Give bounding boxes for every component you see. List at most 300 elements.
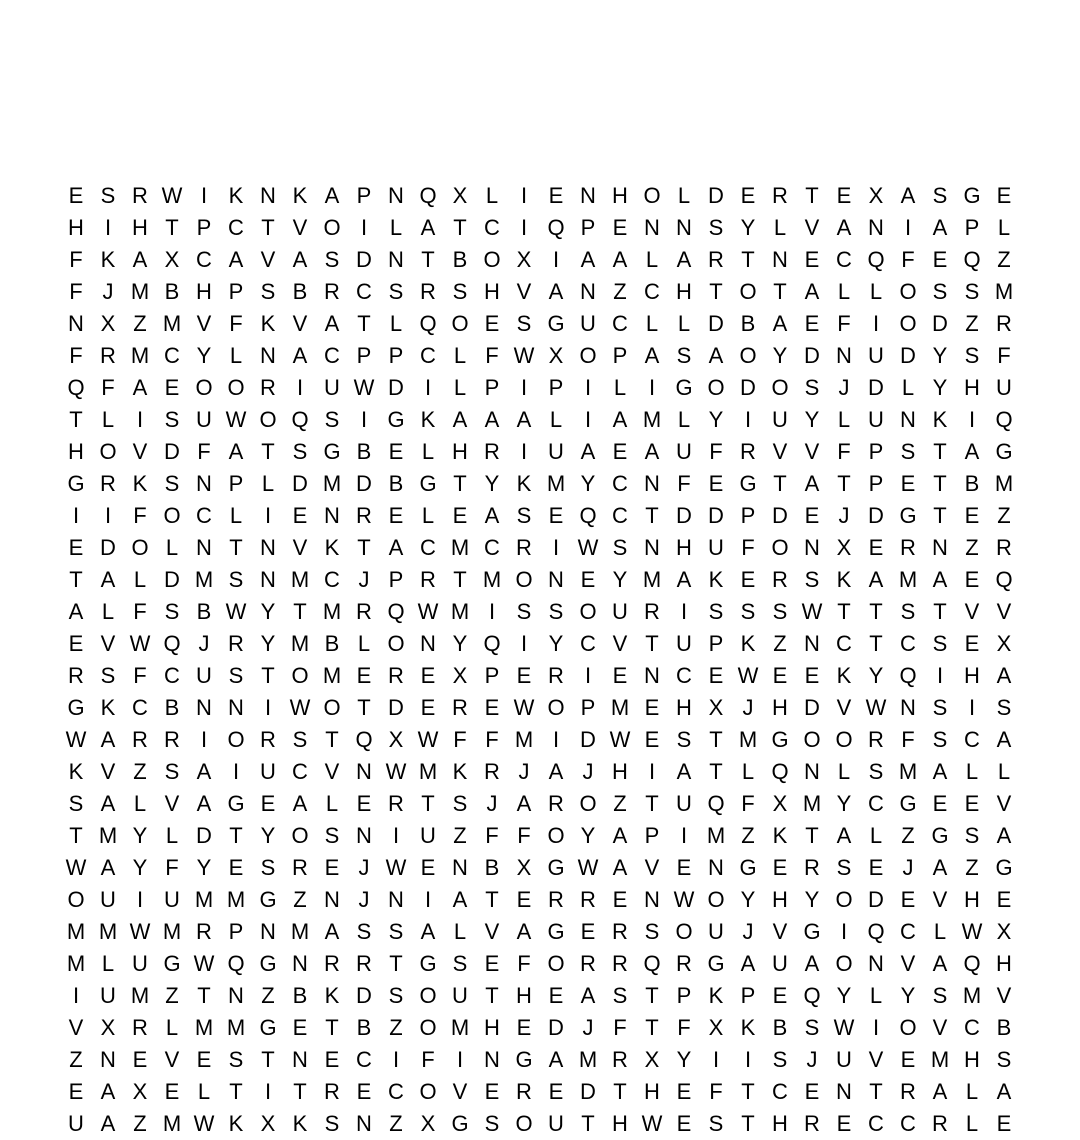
grid-letter[interactable]: G [771,727,789,752]
grid-letter[interactable]: A [516,407,532,432]
grid-letter[interactable]: O [835,951,853,976]
grid-letter[interactable]: O [547,951,565,976]
grid-letter[interactable]: N [356,759,372,784]
grid-letter[interactable]: M [130,983,150,1008]
grid-letter[interactable]: I [392,1047,400,1072]
grid-letter[interactable]: J [582,1015,594,1040]
grid-letter[interactable]: W [193,1111,215,1136]
grid-letter[interactable]: A [644,439,660,464]
grid-letter[interactable]: Q [899,663,917,688]
grid-letter[interactable]: O [323,695,341,720]
grid-letter[interactable]: U [676,791,692,816]
grid-letter[interactable]: E [356,663,372,688]
grid-letter[interactable]: O [259,407,277,432]
grid-letter[interactable]: Z [997,503,1011,528]
grid-letter[interactable]: Q [771,759,789,784]
grid-letter[interactable]: Q [67,375,85,400]
grid-letter[interactable]: M [98,919,118,944]
grid-letter[interactable]: Y [484,471,500,496]
grid-letter[interactable]: N [356,823,372,848]
grid-letter[interactable]: A [100,1111,116,1136]
grid-letter[interactable]: E [292,1015,308,1040]
grid-letter[interactable]: T [741,1079,755,1104]
grid-letter[interactable]: S [324,823,340,848]
grid-letter[interactable]: N [484,1047,500,1072]
grid-letter[interactable]: P [228,279,244,304]
grid-letter[interactable]: T [261,1047,275,1072]
grid-letter[interactable]: I [520,375,528,400]
grid-letter[interactable]: Q [867,247,885,272]
grid-letter[interactable]: B [196,599,212,624]
grid-letter[interactable]: R [228,631,244,656]
grid-letter[interactable]: F [485,343,499,368]
grid-letter[interactable]: U [100,887,116,912]
grid-letter[interactable]: I [520,439,528,464]
grid-letter[interactable]: T [229,535,243,560]
grid-letter[interactable]: X [260,1111,276,1136]
grid-letter[interactable]: O [163,503,181,528]
grid-letter[interactable]: I [584,407,592,432]
grid-letter[interactable]: E [804,503,820,528]
grid-letter[interactable]: C [292,759,308,784]
grid-letter[interactable]: O [131,535,149,560]
grid-letter[interactable]: I [872,1015,880,1040]
grid-letter[interactable]: R [580,887,596,912]
grid-letter[interactable]: X [452,663,468,688]
grid-letter[interactable]: G [547,919,565,944]
grid-letter[interactable]: R [196,919,212,944]
grid-letter[interactable]: A [132,247,148,272]
grid-letter[interactable]: T [69,567,83,592]
grid-letter[interactable]: J [358,855,370,880]
grid-letter[interactable]: N [644,663,660,688]
grid-letter[interactable]: A [100,567,116,592]
grid-letter[interactable]: E [516,663,532,688]
grid-letter[interactable]: G [547,855,565,880]
grid-letter[interactable]: E [932,791,948,816]
grid-letter[interactable]: A [452,887,468,912]
grid-letter[interactable]: A [740,951,756,976]
grid-letter[interactable]: W [641,1111,663,1136]
grid-letter[interactable]: R [388,663,404,688]
grid-letter[interactable]: S [996,1047,1012,1072]
grid-letter[interactable]: I [200,183,208,208]
grid-letter[interactable]: B [964,471,980,496]
grid-letter[interactable]: O [419,1015,437,1040]
grid-letter[interactable]: S [516,503,532,528]
grid-letter[interactable]: D [196,823,212,848]
grid-letter[interactable]: N [100,1047,116,1072]
grid-letter[interactable]: O [739,343,757,368]
grid-letter[interactable]: C [324,567,340,592]
grid-letter[interactable]: X [644,1047,660,1072]
grid-letter[interactable]: H [676,695,692,720]
grid-letter[interactable]: E [548,183,564,208]
grid-letter[interactable]: G [323,439,341,464]
grid-letter[interactable]: Y [260,599,276,624]
grid-letter[interactable]: I [296,375,304,400]
grid-letter[interactable]: O [227,727,245,752]
grid-letter[interactable]: L [997,759,1011,784]
grid-letter[interactable]: Z [965,311,979,336]
grid-letter[interactable]: L [741,759,755,784]
grid-letter[interactable]: E [580,919,596,944]
grid-letter[interactable]: X [996,631,1012,656]
grid-letter[interactable]: V [900,951,916,976]
grid-letter[interactable]: S [868,759,884,784]
grid-letter[interactable]: S [356,919,372,944]
grid-letter[interactable]: P [484,375,500,400]
grid-letter[interactable]: O [547,823,565,848]
grid-letter[interactable]: W [513,343,535,368]
grid-letter[interactable]: N [644,471,660,496]
grid-letter[interactable]: P [740,983,756,1008]
grid-letter[interactable]: I [360,407,368,432]
grid-letter[interactable]: F [165,855,179,880]
grid-letter[interactable]: L [485,183,499,208]
grid-letter[interactable]: N [228,695,244,720]
grid-letter[interactable]: C [196,247,212,272]
grid-letter[interactable]: X [836,535,852,560]
grid-letter[interactable]: I [264,695,272,720]
grid-letter[interactable]: S [164,759,180,784]
grid-letter[interactable]: X [708,1015,724,1040]
grid-letter[interactable]: B [356,1015,372,1040]
grid-letter[interactable]: V [452,1079,468,1104]
grid-letter[interactable]: Q [963,247,981,272]
grid-letter[interactable]: R [548,663,564,688]
grid-letter[interactable]: A [484,407,500,432]
grid-letter[interactable]: K [292,1111,308,1136]
grid-letter[interactable]: J [742,919,754,944]
grid-letter[interactable]: D [100,535,116,560]
grid-letter[interactable]: O [451,311,469,336]
grid-letter[interactable]: F [997,343,1011,368]
grid-letter[interactable]: N [388,887,404,912]
grid-letter[interactable]: E [964,567,980,592]
grid-letter[interactable]: S [676,727,692,752]
grid-letter[interactable]: S [900,599,916,624]
grid-letter[interactable]: W [225,599,247,624]
grid-letter[interactable]: X [548,343,564,368]
grid-letter[interactable]: V [868,1047,884,1072]
grid-letter[interactable]: R [996,535,1012,560]
grid-letter[interactable]: Y [260,631,276,656]
grid-letter[interactable]: E [676,1079,692,1104]
grid-letter[interactable]: S [964,343,980,368]
grid-letter[interactable]: M [98,823,118,848]
grid-letter[interactable]: G [227,791,245,816]
grid-letter[interactable]: E [548,983,564,1008]
grid-letter[interactable]: G [899,791,917,816]
grid-letter[interactable]: V [68,1015,84,1040]
grid-letter[interactable]: R [356,951,372,976]
grid-letter[interactable]: E [388,439,404,464]
grid-letter[interactable]: A [100,1079,116,1104]
grid-letter[interactable]: E [612,663,628,688]
grid-letter[interactable]: G [739,855,757,880]
grid-letter[interactable]: T [869,599,883,624]
grid-letter[interactable]: G [259,1015,277,1040]
grid-letter[interactable]: V [164,791,180,816]
grid-letter[interactable]: W [289,695,311,720]
grid-letter[interactable]: T [485,887,499,912]
grid-letter[interactable]: F [229,311,243,336]
grid-letter[interactable]: A [900,183,916,208]
grid-letter[interactable]: T [261,439,275,464]
grid-letter[interactable]: R [516,535,532,560]
grid-letter[interactable]: A [612,823,628,848]
grid-letter[interactable]: E [804,247,820,272]
grid-letter[interactable]: V [484,919,500,944]
grid-letter[interactable]: E [68,535,84,560]
grid-letter[interactable]: A [612,407,628,432]
grid-letter[interactable]: K [836,567,852,592]
grid-letter[interactable]: B [292,983,308,1008]
grid-letter[interactable]: S [164,407,180,432]
grid-letter[interactable]: D [356,983,372,1008]
grid-letter[interactable]: F [485,727,499,752]
grid-letter[interactable]: L [965,759,979,784]
grid-letter[interactable]: O [291,663,309,688]
grid-letter[interactable]: I [360,215,368,240]
grid-letter[interactable]: C [676,663,692,688]
grid-letter[interactable]: K [708,983,724,1008]
grid-letter[interactable]: T [933,599,947,624]
grid-letter[interactable]: O [643,183,661,208]
grid-letter[interactable]: A [100,727,116,752]
grid-letter[interactable]: A [228,247,244,272]
grid-letter[interactable]: Z [965,855,979,880]
grid-letter[interactable]: P [644,823,660,848]
grid-letter[interactable]: G [739,471,757,496]
grid-letter[interactable]: O [835,887,853,912]
grid-letter[interactable]: T [645,503,659,528]
grid-letter[interactable]: C [900,631,916,656]
grid-letter[interactable]: K [740,1015,756,1040]
grid-letter[interactable]: A [676,247,692,272]
grid-letter[interactable]: L [389,311,403,336]
grid-letter[interactable]: P [868,439,884,464]
grid-letter[interactable]: O [67,887,85,912]
grid-letter[interactable]: N [356,1111,372,1136]
grid-letter[interactable]: B [356,439,372,464]
grid-letter[interactable]: I [456,1047,464,1072]
grid-letter[interactable]: A [932,855,948,880]
grid-letter[interactable]: T [581,1111,595,1136]
grid-letter[interactable]: D [164,567,180,592]
grid-letter[interactable]: D [804,695,820,720]
grid-letter[interactable]: L [165,1015,179,1040]
grid-letter[interactable]: T [773,471,787,496]
grid-letter[interactable]: L [133,791,147,816]
grid-letter[interactable]: T [421,247,435,272]
grid-letter[interactable]: G [547,311,565,336]
grid-letter[interactable]: M [130,279,150,304]
grid-letter[interactable]: M [194,567,214,592]
grid-letter[interactable]: I [488,599,496,624]
grid-letter[interactable]: B [740,311,756,336]
grid-letter[interactable]: W [65,727,87,752]
grid-letter[interactable]: F [709,439,723,464]
grid-letter[interactable]: E [676,1111,692,1136]
grid-letter[interactable]: I [72,503,80,528]
grid-letter[interactable]: K [932,407,948,432]
grid-letter[interactable]: O [707,375,725,400]
grid-letter[interactable]: U [196,407,212,432]
grid-letter[interactable]: S [932,279,948,304]
grid-letter[interactable]: E [420,695,436,720]
grid-letter[interactable]: D [164,439,180,464]
grid-letter[interactable]: Z [741,823,755,848]
grid-letter[interactable]: F [421,1047,435,1072]
grid-letter[interactable]: V [996,791,1012,816]
grid-letter[interactable]: Y [804,887,820,912]
grid-letter[interactable]: T [421,791,435,816]
grid-letter[interactable]: M [994,471,1014,496]
grid-letter[interactable]: U [132,951,148,976]
grid-letter[interactable]: E [740,183,756,208]
grid-letter[interactable]: M [66,919,86,944]
grid-letter[interactable]: N [900,407,916,432]
grid-letter[interactable]: L [101,951,115,976]
grid-letter[interactable]: D [804,343,820,368]
grid-letter[interactable]: N [868,951,884,976]
grid-letter[interactable]: A [420,215,436,240]
grid-letter[interactable]: S [324,247,340,272]
grid-letter[interactable]: N [68,311,84,336]
grid-letter[interactable]: J [742,695,754,720]
grid-letter[interactable]: E [516,1015,532,1040]
grid-letter[interactable]: L [837,407,851,432]
grid-letter[interactable]: I [744,1047,752,1072]
grid-letter[interactable]: H [644,1079,660,1104]
grid-letter[interactable]: A [100,855,116,880]
grid-letter[interactable]: E [484,1079,500,1104]
grid-letter[interactable]: T [357,695,371,720]
grid-letter[interactable]: L [453,343,467,368]
grid-letter[interactable]: R [996,311,1012,336]
grid-letter[interactable]: R [420,567,436,592]
grid-letter[interactable]: N [932,535,948,560]
grid-letter[interactable]: M [290,919,310,944]
grid-letter[interactable]: L [261,471,275,496]
grid-letter[interactable]: R [644,599,660,624]
grid-letter[interactable]: X [420,1111,436,1136]
grid-letter[interactable]: E [68,631,84,656]
grid-letter[interactable]: M [450,535,470,560]
grid-letter[interactable]: R [740,439,756,464]
grid-letter[interactable]: J [358,887,370,912]
grid-letter[interactable]: N [804,631,820,656]
grid-letter[interactable]: S [676,343,692,368]
grid-letter[interactable]: E [612,887,628,912]
grid-letter[interactable]: E [772,663,788,688]
grid-letter[interactable]: R [324,279,340,304]
grid-letter[interactable]: S [964,823,980,848]
grid-letter[interactable]: Z [453,823,467,848]
grid-letter[interactable]: U [708,919,724,944]
grid-letter[interactable]: R [132,1015,148,1040]
grid-letter[interactable]: M [482,567,502,592]
grid-letter[interactable]: R [900,1079,916,1104]
grid-letter[interactable]: D [708,503,724,528]
grid-letter[interactable]: M [642,407,662,432]
grid-letter[interactable]: S [772,599,788,624]
grid-letter[interactable]: A [228,439,244,464]
grid-letter[interactable]: U [836,1047,852,1072]
grid-letter[interactable]: E [772,855,788,880]
grid-letter[interactable]: A [836,823,852,848]
grid-letter[interactable]: D [868,375,884,400]
grid-letter[interactable]: R [676,951,692,976]
grid-letter[interactable]: F [613,1015,627,1040]
grid-letter[interactable]: Q [643,951,661,976]
grid-letter[interactable]: D [740,375,756,400]
grid-letter[interactable]: E [644,695,660,720]
grid-letter[interactable]: E [996,887,1012,912]
grid-letter[interactable]: W [673,887,695,912]
grid-letter[interactable]: I [680,823,688,848]
grid-letter[interactable]: I [552,727,560,752]
grid-letter[interactable]: E [708,471,724,496]
grid-letter[interactable]: R [356,503,372,528]
grid-letter[interactable]: U [772,407,788,432]
grid-letter[interactable]: S [452,791,468,816]
grid-letter[interactable]: N [644,215,660,240]
grid-letter[interactable]: Q [291,407,309,432]
grid-letter[interactable]: R [900,535,916,560]
grid-letter[interactable]: S [228,567,244,592]
grid-letter[interactable]: P [580,695,596,720]
grid-letter[interactable]: J [358,567,370,592]
grid-letter[interactable]: A [580,247,596,272]
grid-letter[interactable]: T [645,1015,659,1040]
grid-letter[interactable]: E [708,663,724,688]
grid-letter[interactable]: M [226,1015,246,1040]
grid-letter[interactable]: S [164,471,180,496]
grid-letter[interactable]: U [580,311,596,336]
grid-letter[interactable]: Z [389,1111,403,1136]
grid-letter[interactable]: R [516,1079,532,1104]
grid-letter[interactable]: V [196,311,212,336]
grid-letter[interactable]: E [324,855,340,880]
grid-letter[interactable]: Y [932,375,948,400]
grid-letter[interactable]: A [324,919,340,944]
grid-letter[interactable]: S [932,183,948,208]
grid-letter[interactable]: N [260,535,276,560]
grid-letter[interactable]: L [869,279,883,304]
grid-letter[interactable]: D [580,1079,596,1104]
grid-letter[interactable]: E [356,1079,372,1104]
grid-letter[interactable]: Q [803,983,821,1008]
grid-letter[interactable]: K [292,183,308,208]
grid-letter[interactable]: O [771,535,789,560]
grid-letter[interactable]: S [708,599,724,624]
grid-letter[interactable]: F [837,311,851,336]
grid-letter[interactable]: H [68,439,84,464]
grid-letter[interactable]: E [68,1079,84,1104]
grid-letter[interactable]: E [420,663,436,688]
grid-letter[interactable]: N [452,855,468,880]
grid-letter[interactable]: A [932,951,948,976]
grid-letter[interactable]: P [388,343,404,368]
grid-letter[interactable]: E [964,503,980,528]
grid-letter[interactable]: M [418,759,438,784]
grid-letter[interactable]: N [772,247,788,272]
grid-letter[interactable]: I [744,407,752,432]
grid-letter[interactable]: L [101,599,115,624]
